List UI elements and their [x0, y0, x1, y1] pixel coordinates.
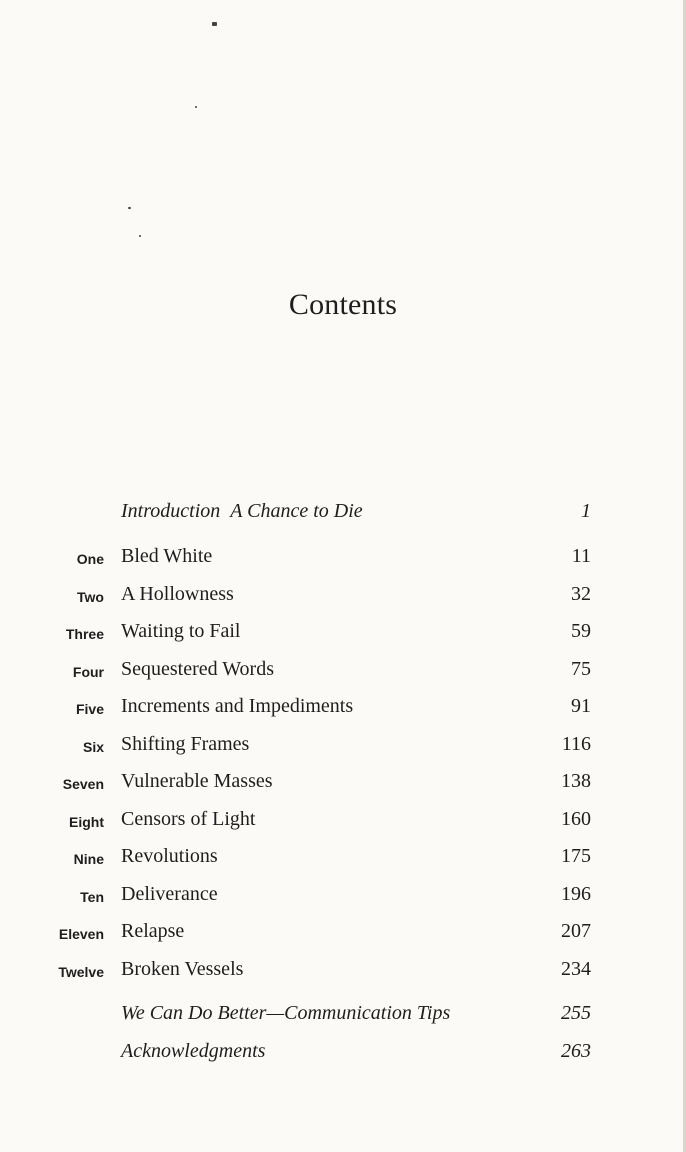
chapter-number: Ten [80, 888, 104, 905]
toc-entry-chapter [0, 958, 686, 988]
page-number: 160 [561, 807, 591, 830]
ink-speck [128, 207, 131, 209]
page-number: 138 [561, 770, 591, 792]
entry-title: We Can Do Better—Communication Tips [121, 1002, 451, 1024]
page-number: 207 [561, 920, 591, 942]
page-number: 196 [561, 882, 591, 905]
page-number: 116 [561, 732, 591, 755]
toc-entry-introduction [0, 500, 686, 530]
entry-title: Relapse [121, 920, 185, 942]
page-number: 263 [561, 1040, 591, 1062]
entry-title: Revolutions [121, 845, 218, 867]
intro-label: Introduction [121, 500, 221, 522]
entry-title: Sequestered Words [121, 657, 274, 680]
chapter-number: Nine [73, 851, 104, 867]
entry-title: Waiting to Fail [121, 620, 241, 642]
entry-title: Increments and Impediments [121, 695, 354, 717]
toc-entry-chapter [0, 883, 686, 913]
entry-title: Shifting Frames [121, 732, 250, 755]
toc-entry-chapter [0, 733, 686, 763]
entry-title: Acknowledgments [121, 1040, 266, 1062]
toc-entry-chapter [0, 545, 686, 575]
toc-entry-back-matter [0, 1002, 686, 1032]
entry-title: Deliverance [121, 882, 218, 905]
chapter-number: Twelve [58, 963, 104, 980]
entry-title: Vulnerable Masses [121, 770, 273, 792]
toc-entry-chapter [0, 658, 686, 688]
chapter-number: One [76, 551, 104, 567]
chapter-number: Two [77, 588, 104, 605]
chapter-number: Three [65, 626, 104, 642]
chapter-number: Eight [69, 813, 104, 830]
toc-entry-chapter [0, 920, 686, 950]
chapter-number: Five [75, 701, 104, 717]
toc-entry-chapter [0, 583, 686, 613]
entry-title: Censors of Light [121, 807, 256, 830]
page-number: 91 [571, 695, 591, 717]
ink-speck [195, 106, 197, 108]
page-number: 255 [561, 1002, 591, 1024]
toc-entry-chapter [0, 695, 686, 725]
ink-speck [212, 22, 217, 26]
chapter-number: Eleven [58, 926, 104, 942]
toc-entry-chapter [0, 845, 686, 875]
toc-entry-back-matter [0, 1040, 686, 1070]
page-title: Contents [288, 288, 398, 321]
toc-entry-chapter [0, 770, 686, 800]
intro-entry [121, 500, 363, 523]
page-number: 175 [561, 845, 591, 867]
page-number: 75 [571, 657, 591, 680]
page-number: 32 [571, 582, 591, 605]
page-number: 234 [561, 957, 591, 980]
chapter-number: Six [82, 738, 104, 755]
entry-title: Broken Vessels [121, 957, 244, 980]
entry-title: Bled White [121, 545, 213, 567]
intro-title: A Chance to Die [230, 500, 363, 522]
chapter-number: Seven [62, 776, 104, 792]
chapter-number: Four [72, 663, 104, 680]
entry-title: A Hollowness [121, 582, 234, 605]
page-number: 59 [571, 620, 591, 642]
intro-page: 1 [581, 500, 591, 522]
toc-entry-chapter [0, 808, 686, 838]
toc-entry-chapter [0, 620, 686, 650]
page-number: 11 [571, 545, 591, 567]
ink-speck [139, 235, 141, 237]
